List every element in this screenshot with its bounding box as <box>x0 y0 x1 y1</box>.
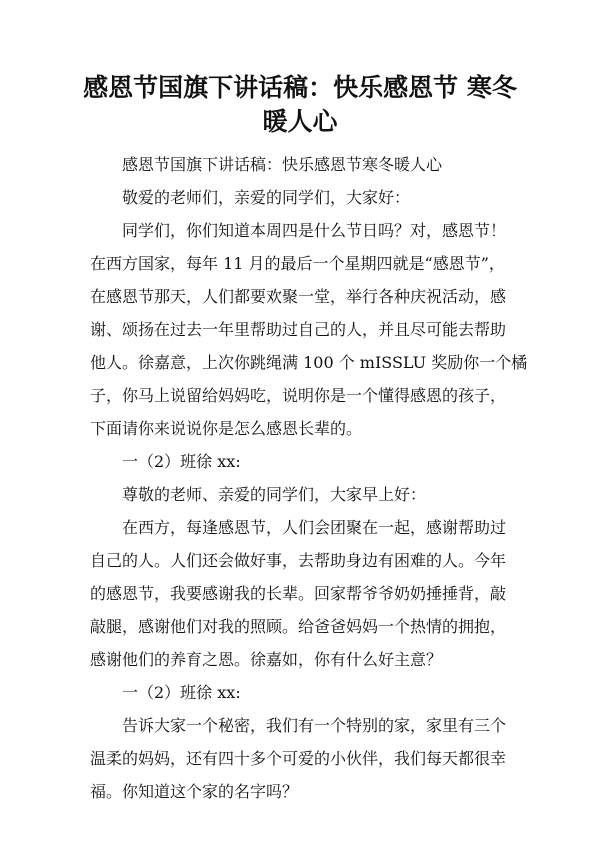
body-line: 在西方国家，每年 11 月的最后一个星期四就是“感恩节”， <box>90 254 505 273</box>
body-line: 自己的人。人们还会做好事，去帮助身边有困难的人。今年 <box>90 551 507 570</box>
speaker-label: 一（2）班徐 xx: <box>122 452 241 471</box>
body-line: 感恩节国旗下讲话稿：快乐感恩节寒冬暖人心 <box>122 155 443 174</box>
body-line: 敬爱的老师们，亲爱的同学们，大家好： <box>122 188 411 207</box>
body-line: 尊敬的老师、亲爱的同学们，大家早上好： <box>122 485 427 504</box>
body-line: 敲腿，感谢他们对我的照顾。给爸爸妈妈一个热情的拥抱， <box>90 617 507 636</box>
body-line: 子，你马上说留给妈妈吃，说明你是一个懂得感恩的孩子， <box>90 386 507 405</box>
document-title-line-2: 暖人心 <box>262 107 338 136</box>
body-line: 感谢他们的养育之恩。徐嘉如，你有什么好主意？ <box>90 650 443 669</box>
speaker-label: 一（2）班徐 xx: <box>122 683 241 702</box>
body-line: 谢、颂扬在过去一年里帮助过自己的人，并且尽可能去帮助 <box>90 320 507 339</box>
body-line: 温柔的妈妈，还有四十多个可爱的小伙伴，我们每天都很幸 <box>90 749 507 768</box>
body-line: 他人。徐嘉意，上次你跳绳满 100 个 mISSLU 奖励你一个橘 <box>90 353 528 372</box>
body-line: 下面请你来说说你是怎么感恩长辈的。 <box>90 419 363 438</box>
document-title-line-1: 感恩节国旗下讲话稿：快乐感恩节 寒冬 <box>83 73 517 102</box>
body-line: 在感恩节那天，人们都要欢聚一堂，举行各种庆祝活动，感 <box>90 287 507 306</box>
body-line: 告诉大家一个秘密，我们有一个特别的家，家里有三个 <box>122 716 507 735</box>
body-line: 的感恩节，我要感谢我的长辈。回家帮爷爷奶奶捶捶背，敲 <box>90 584 507 603</box>
body-line: 福。你知道这个家的名字吗？ <box>90 782 299 801</box>
body-line: 在西方，每逢感恩节，人们会团聚在一起，感谢帮助过 <box>122 518 507 537</box>
body-line: 同学们，你们知道本周四是什么节日吗？对，感恩节！ <box>122 221 507 240</box>
